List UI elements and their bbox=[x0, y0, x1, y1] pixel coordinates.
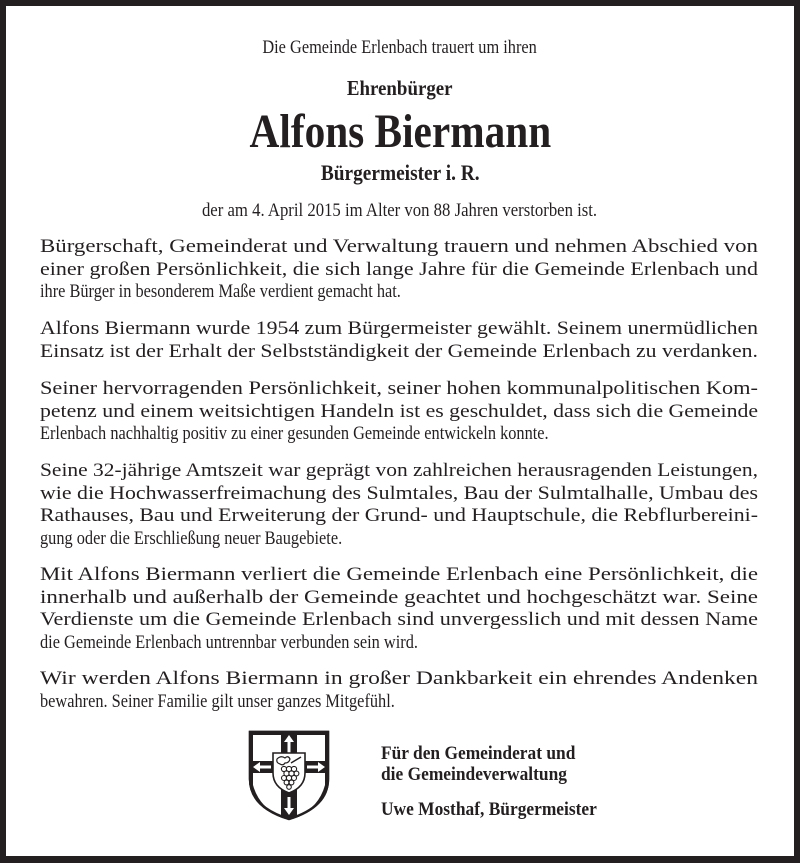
signer-name bbox=[381, 800, 611, 821]
body-line: bewahren. Seiner Familie gilt unser ganzes Mitgefühl. bbox=[40, 690, 395, 712]
deceased-title bbox=[0, 160, 800, 186]
deceased-name-text: Alfons Biermann bbox=[249, 105, 551, 158]
signature-org-line-2 bbox=[381, 765, 579, 786]
body-line: Bürgerschaft, Gemeinderat und Verwaltung trauern und nehmen Abschied von bbox=[40, 236, 759, 257]
paragraph-1 bbox=[40, 236, 758, 304]
body-line: petenz und einem weitsichtigen Handeln ist es geschuldet, dass sich die Gemeinde bbox=[40, 400, 758, 422]
paragraph-3 bbox=[40, 378, 758, 446]
deceased-name bbox=[0, 104, 800, 160]
body-line: ihre Bürger in besonderem Maße verdient gemacht hat. bbox=[40, 281, 401, 303]
signature-org-line-1 bbox=[381, 744, 588, 765]
body-line: einer großen Persönlichkeit, die sich lange Jahre für die Gemeinde Erlenbach und bbox=[40, 258, 758, 280]
body-line: wie die Hochwasserfreimachung des Sulmtales, Bau der Sulmtalhalle, Umbau des bbox=[40, 482, 759, 504]
coat-of-arms-icon bbox=[247, 729, 331, 821]
body-line: Wir werden Alfons Biermann in großer Dankbarkeit ein ehrendes Andenken bbox=[40, 668, 758, 689]
body-line: Einsatz ist der Erhalt der Selbstständigkeit der Gemeinde Erlenbach zu verdanken. bbox=[40, 340, 758, 362]
paragraph-5 bbox=[40, 564, 758, 654]
honorific bbox=[0, 76, 800, 101]
body-line: innerhalb und außerhalb der Gemeinde geachtet und hochgeschätzt war. Seine bbox=[40, 586, 758, 608]
death-line bbox=[0, 200, 800, 222]
signature-org-text-2: die Gemeindeverwaltung bbox=[381, 765, 567, 785]
body-line: gung oder die Erschließung neuer Baugebiete. bbox=[40, 527, 343, 549]
intro-text: Die Gemeinde Erlenbach trauert um ihren bbox=[262, 37, 538, 58]
body-line: Erlenbach nachhaltig positiv zu einer gesunden Gemeinde entwickeln konnte. bbox=[40, 423, 549, 445]
signature-org-text-1: Für den Gemeinderat und bbox=[381, 744, 576, 764]
body-line: Verdienste um die Gemeinde Erlenbach sind unvergesslich und mit dessen Name bbox=[40, 609, 758, 631]
body-line: Seine 32-jährige Amtszeit war geprägt von zahlreichen herausragenden Leistungen, bbox=[40, 460, 758, 481]
honorific-text: Ehrenbürger bbox=[347, 76, 453, 100]
body-line: die Gemeinde Erlenbach untrennbar verbunden sein wird. bbox=[40, 631, 418, 653]
signer-name-text: Uwe Mosthaf, Bürgermeister bbox=[381, 800, 597, 820]
body-line: Rathauses, Bau und Erweiterung der Grund- und Hauptschule, die Rebflurbereini- bbox=[40, 505, 758, 527]
paragraph-2 bbox=[40, 318, 758, 363]
intro-line bbox=[0, 37, 800, 59]
body-line: Seiner hervorragenden Persönlichkeit, seiner hohen kommunalpolitischen Kom- bbox=[40, 378, 758, 399]
paragraph-6 bbox=[40, 668, 758, 713]
paragraph-4 bbox=[40, 460, 758, 550]
death-line-text: der am 4. April 2015 im Alter von 88 Jahren verstorben ist. bbox=[202, 200, 598, 221]
body-line: Mit Alfons Biermann verliert die Gemeinde Erlenbach eine Persönlichkeit, die bbox=[40, 564, 758, 585]
body-line: Alfons Biermann wurde 1954 zum Bürgermeister gewählt. Seinem unermüdlichen bbox=[40, 318, 758, 339]
deceased-title-text: Bürgermeister i. R. bbox=[320, 160, 480, 185]
